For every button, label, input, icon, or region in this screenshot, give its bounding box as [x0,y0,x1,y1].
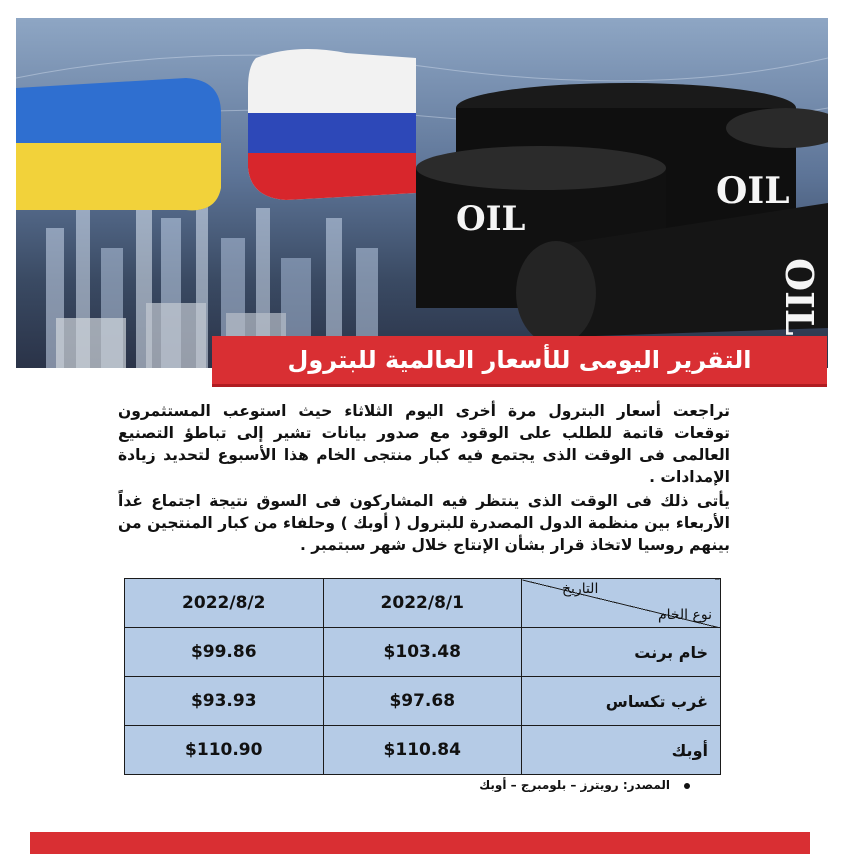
price-cell: $97.68 [323,677,522,726]
crude-label: غرب تكساس [522,677,721,726]
corner-date-label: التاريخ [562,581,599,597]
source-text: المصدر: رويترز – بلومبرج – أوبك [479,778,670,792]
bullet-icon [684,783,690,789]
table-row [125,726,721,775]
table-corner-cell [522,579,721,628]
price-cell: $103.48 [323,628,522,677]
oil-barrels [416,83,828,345]
footer-bar [30,832,810,854]
barrel-label: OIL [456,199,526,239]
table-row [125,677,721,726]
report-title-bar [212,336,827,387]
paragraph-1: تراجعت أسعار البترول مرة أخرى اليوم الثلاثاء حيث استوعب المستثمرون توقعات قاتمة للطلب على الوقود مع صدور بيانات تشير إلى تباطؤ التصنيع العالمى فى الوقت الذى يجتمع فيه كبار منتجى الخام هذا الأسبوع لتحديد زيادة الإمدادات . [118,402,730,486]
prices-table [124,578,721,775]
corner-crude-label: نوع الخام [657,607,712,623]
barrel-label: OIL [716,170,790,212]
ukraine-fist [16,78,221,210]
table-header-row [125,579,721,628]
source-note [470,778,690,792]
table-row [125,628,721,677]
date-header: 2022/8/2 [125,579,324,628]
price-cell: $110.90 [125,726,324,775]
date-header: 2022/8/1 [323,579,522,628]
crude-label: أوبك [522,726,721,775]
crude-label: خام برنت [522,628,721,677]
russia-fist [248,49,416,200]
paragraph-2: يأتى ذلك فى الوقت الذى ينتظر فيه المشاركون فى السوق نتيجة اجتماع غداً الأربعاء بين منظمة الدول المصدرة للبترول ( أوبك ) وحلفاء من كبار المنتجين من بينهم روسيا لاتخاذ قرار بشأن الإنتاج خلال شهر سبتمبر . [118,492,730,554]
barrel-label: OIL [777,258,822,336]
hero-illustration [16,18,828,368]
price-cell: $110.84 [323,726,522,775]
price-cell: $99.86 [125,628,324,677]
report-title: التقرير اليومى للأسعار العالمية للبترول [287,346,752,374]
price-cell: $93.93 [125,677,324,726]
hero-image [16,18,828,368]
